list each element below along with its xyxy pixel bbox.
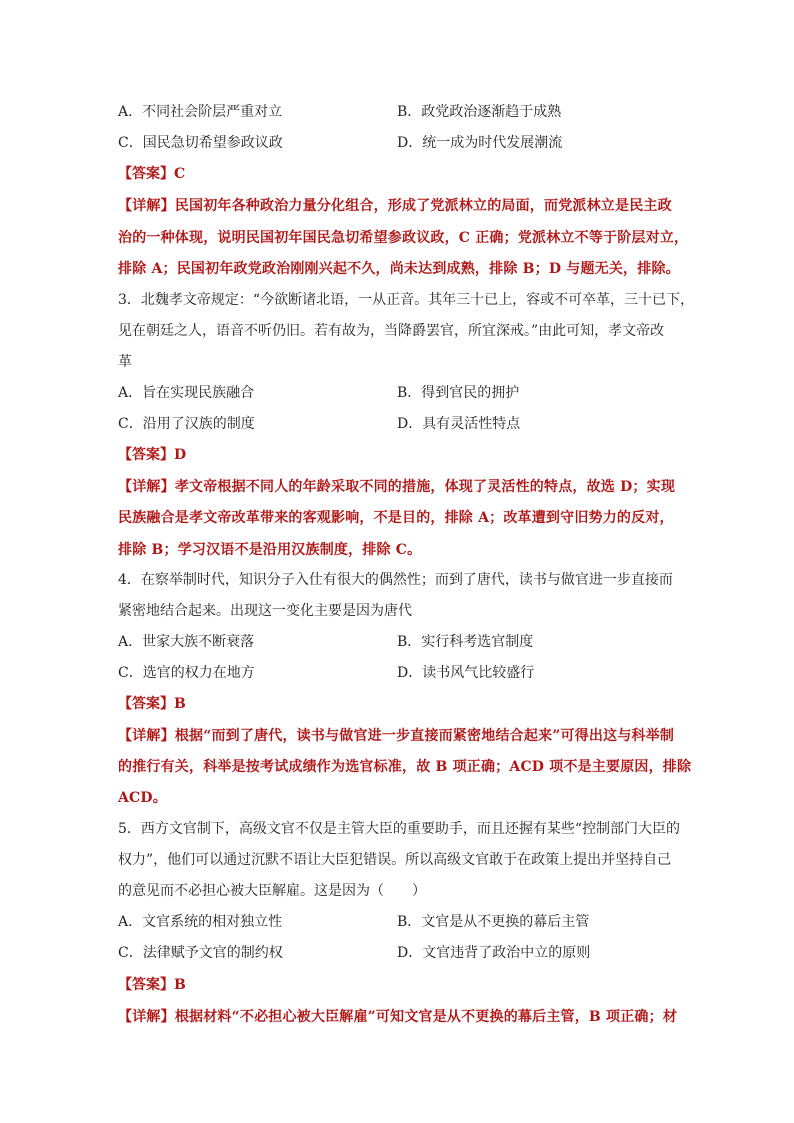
q3-stem-line-1: 3．北魏孝文帝规定：“今欲断诸北语，一从正音。其年三十已上，容或不可卒革，三十已下， [118,292,695,308]
answer-tag: 【答案】 [118,166,174,182]
answer-tag: 【答案】 [118,977,174,993]
q5-option-b: B．文官是从不更换的幕后主管 [397,914,590,930]
q4-option-d: D．读书风气比较盛行 [397,665,535,681]
detail-tag: 【详解】 [118,1009,175,1025]
q4-stem-line-1: 4．在察举制时代，知识分子入仕有很大的偶然性；而到了唐代，读书与做官进一步直接而 [118,572,673,588]
q4-option-c: C．选官的权力在地方 [118,665,255,681]
q2-option-b: B．政党政治逐渐趋于成熟 [397,104,562,120]
answer-value: B [174,696,186,712]
q5-stem-line-3: 的意见而不必担心被大臣解雇。这是因为（ ） [118,883,426,899]
q4-option-a: A．世家大族不断衰落 [118,634,255,650]
detail-text: 孝文帝根据不同人的年龄采取不同的措施，体现了灵活性的特点，故选 D；实现 [174,479,676,495]
answer-value: C [174,166,186,182]
detail-text: 民国初年各种政治力量分化组合，形成了党派林立的局面，而党派林立是民主政 [174,198,672,214]
detail-tag: 【详解】 [118,198,175,214]
q2-answer [118,164,185,184]
detail-text: 根据“而到了唐代，读书与做官进一步直接而紧密地结合起来”可得出这与科举制 [174,728,675,744]
q5-stem-line-2: 权力”，他们可以通过沉默不语让大臣犯错误。所以高级文官敢于在政策上提出并坚持自己 [118,852,672,868]
q4-stem-line-2: 紧密地结合起来。出现这一变化主要是因为唐代 [118,603,412,619]
detail-text: 根据材料“不必担心被大臣解雇”可知文官是从不更换的幕后主管，B 项正确；材 [174,1009,678,1025]
q5-stem-line-1: 5．西方文官制下，高级文官不仅是主管大臣的重要助手，而且还握有某些“控制部门大臣的 [118,821,681,837]
answer-value: D [174,447,187,463]
q3-stem-line-2: 见在朝廷之人，语音不听仍旧。若有故为，当降爵罢官，所宜深戒。”由此可知，孝文帝改 [118,323,665,339]
q2-detail-line-2: 治的一种体现，说明民国初年国民急切希望参政议政，C 正确；党派林立不等于阶层对立， [118,230,689,246]
q2-detail-line-1 [118,196,672,216]
q3-option-b: B．得到官民的拥护 [397,385,520,401]
answer-value: B [174,977,186,993]
q5-detail-line-1 [118,1007,677,1027]
q3-detail-line-2: 民族融合是孝文帝改革带来的客观影响，不是目的，排除 A；改革遭到守旧势力的反对， [118,510,674,526]
answer-tag: 【答案】 [118,696,174,712]
q3-detail-line-1 [118,477,675,497]
q3-option-d: D．具有灵活性特点 [397,416,521,432]
q3-option-a: A．旨在实现民族融合 [118,385,255,401]
q2-option-c: C．国民急切希望参政议政 [118,135,283,151]
q4-answer [118,694,186,714]
q5-option-a: A．文官系统的相对独立性 [118,914,283,930]
q5-option-d: D．文官违背了政治中立的原则 [397,945,591,961]
q2-detail-line-3: 排除 A；民国初年政党政治刚刚兴起不久，尚未达到成熟，排除 B；D 与题无关，排除。 [118,261,680,277]
q4-detail-line-1 [118,726,674,746]
q3-stem-line-3: 革 [118,354,132,370]
q2-option-d: D．统一成为时代发展潮流 [397,135,563,151]
q4-detail-line-2: 的推行有关，科举是按考试成绩作为选官标准，故 B 项正确；ACD 项不是主要原因，排除 [118,759,692,775]
q3-answer [118,445,186,465]
q4-detail-line-3: ACD。 [118,790,167,806]
q5-option-c: C．法律赋予文官的制约权 [118,945,283,961]
q4-option-b: B．实行科考选官制度 [397,634,534,650]
q2-option-a: A．不同社会阶层严重对立 [118,104,283,120]
q3-option-c: C．沿用了汉族的制度 [118,416,255,432]
answer-tag: 【答案】 [118,447,174,463]
detail-tag: 【详解】 [118,479,175,495]
detail-tag: 【详解】 [118,728,175,744]
q3-detail-line-3: 排除 B；学习汉语不是沿用汉族制度，排除 C。 [118,542,422,558]
q5-answer [118,975,186,995]
